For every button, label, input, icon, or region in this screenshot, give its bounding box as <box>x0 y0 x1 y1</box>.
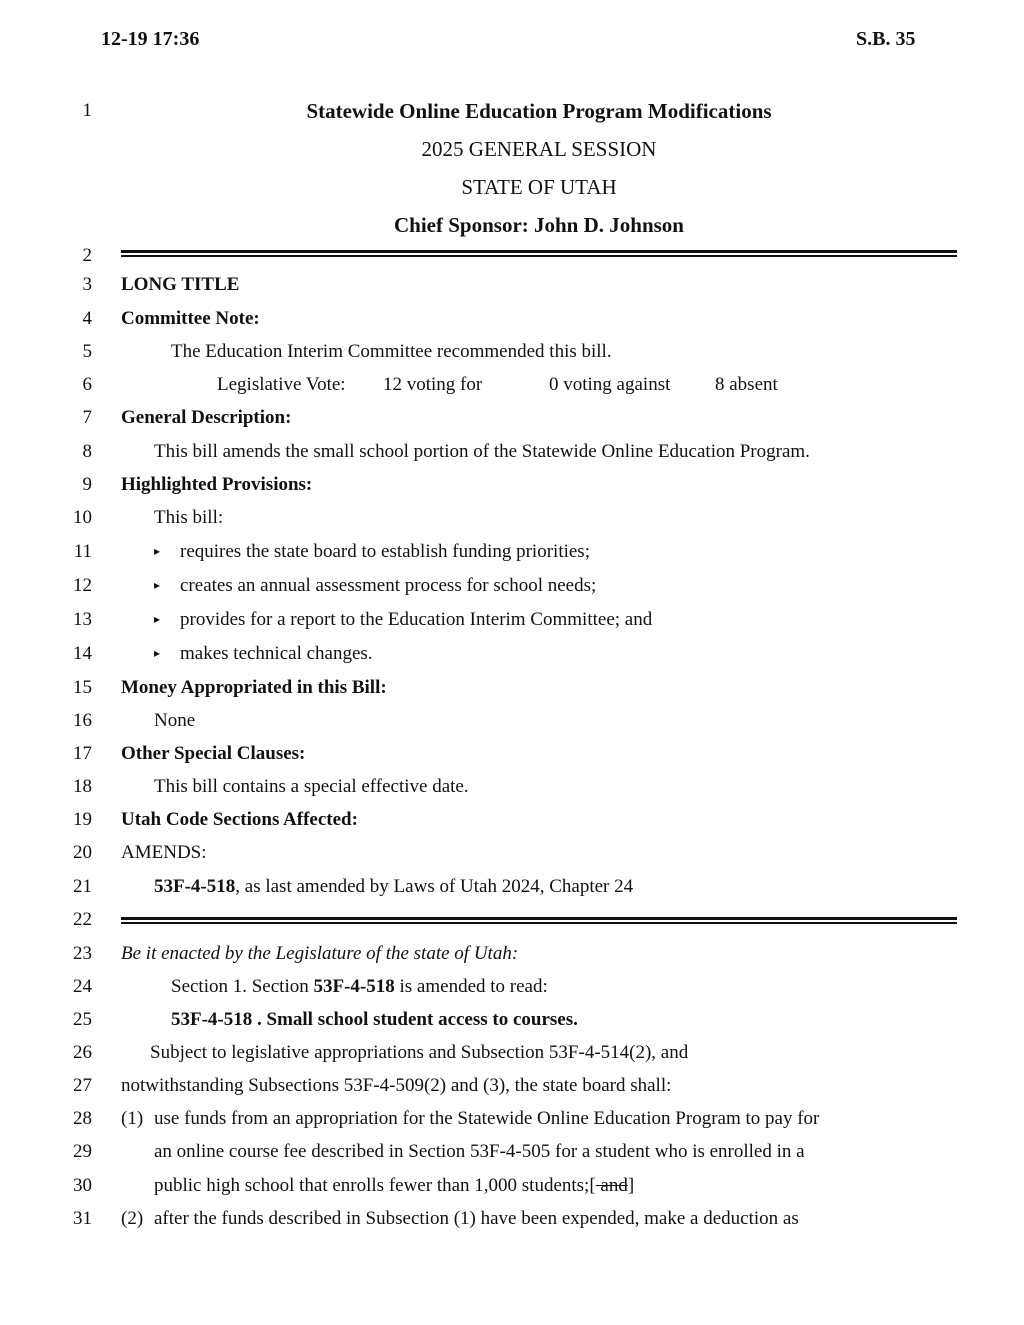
line-number: 21 <box>73 876 92 897</box>
vote-absent: 8 absent <box>715 374 778 395</box>
list-item: ▸ provides for a report to the Education Interim Committee; and <box>154 609 653 630</box>
line-number: 9 <box>82 474 92 495</box>
double-rule-top <box>121 250 957 257</box>
line-number: 30 <box>73 1175 92 1196</box>
line-number: 15 <box>73 677 92 698</box>
line-number: 2 <box>82 245 92 266</box>
special-clauses-text: This bill contains a special effective date. <box>154 776 469 797</box>
body-line-28: use funds from an appropriation for the Statewide Online Education Program to pay for <box>154 1108 820 1129</box>
highlighted-provisions-heading: Highlighted Provisions: <box>121 474 313 495</box>
long-title-heading: LONG TITLE <box>121 274 240 295</box>
bill-number: S.B. 35 <box>856 28 916 50</box>
struck-text: and <box>595 1175 628 1196</box>
list-item: ▸ makes technical changes. <box>154 643 373 664</box>
line-number: 29 <box>73 1141 92 1162</box>
line-number: 24 <box>73 976 92 997</box>
document-timestamp: 12-19 17:36 <box>101 28 200 50</box>
subsection-1-number: (1) <box>121 1108 144 1129</box>
highlighted-intro: This bill: <box>154 507 224 528</box>
money-heading: Money Appropriated in this Bill: <box>121 677 387 698</box>
line-number: 18 <box>73 776 92 797</box>
bullet-icon: ▸ <box>154 544 161 558</box>
line-number: 28 <box>73 1108 92 1129</box>
section-heading: 53F-4-518 . Small school student access to courses. <box>171 1009 578 1030</box>
line-number: 27 <box>73 1075 92 1096</box>
body-line-31: after the funds described in Subsection (1) have been expended, make a deduction as <box>154 1208 799 1229</box>
amended-section: 53F-4-518, as last amended by Laws of Utah 2024, Chapter 24 <box>154 876 634 897</box>
line-number: 5 <box>82 341 92 362</box>
state-label: STATE OF UTAH <box>461 175 617 199</box>
money-text: None <box>154 710 196 731</box>
line-number: 31 <box>73 1208 92 1229</box>
general-description-heading: General Description: <box>121 407 292 428</box>
line-number: 4 <box>82 308 92 329</box>
line-number: 13 <box>73 609 92 630</box>
vote-against: 0 voting against <box>549 374 671 395</box>
line-number: 14 <box>73 643 92 664</box>
vote-for: 12 voting for <box>383 374 483 395</box>
line-number: 25 <box>73 1009 92 1030</box>
line-number: 17 <box>73 743 92 764</box>
line-number: 1 <box>82 100 92 121</box>
amends-label: AMENDS: <box>121 842 207 863</box>
line-number: 6 <box>82 374 92 395</box>
subsection-2-number: (2) <box>121 1208 144 1229</box>
committee-note-heading: Committee Note: <box>121 308 260 329</box>
line-number: 16 <box>73 710 92 731</box>
bullet-icon: ▸ <box>154 612 161 626</box>
enacting-clause: Be it enacted by the Legislature of the state of Utah: <box>121 943 519 964</box>
session-label: 2025 GENERAL SESSION <box>421 137 657 161</box>
general-description-text: This bill amends the small school portion of the Statewide Online Education Program. <box>154 441 810 462</box>
line-number: 12 <box>73 575 92 596</box>
bill-title: Statewide Online Education Program Modifications <box>306 99 772 123</box>
line-number: 22 <box>73 909 92 930</box>
bullet-icon: ▸ <box>154 578 161 592</box>
line-number: 10 <box>73 507 92 528</box>
body-line-29: an online course fee described in Section 53F-4-505 for a student who is enrolled in a <box>154 1141 805 1162</box>
special-clauses-heading: Other Special Clauses: <box>121 743 306 764</box>
line-number: 20 <box>73 842 92 863</box>
committee-note-text: The Education Interim Committee recommended this bill. <box>171 341 612 362</box>
list-item: ▸ creates an annual assessment process for school needs; <box>154 575 597 596</box>
line-number: 11 <box>73 541 92 562</box>
section-intro: Section 1. Section 53F-4-518 is amended to read: <box>171 976 548 997</box>
double-rule-bottom <box>121 917 957 924</box>
body-line-30: public high school that enrolls fewer than 1,000 students;[ and] <box>154 1175 635 1196</box>
code-sections-heading: Utah Code Sections Affected: <box>121 809 358 830</box>
line-number: 8 <box>82 441 92 462</box>
line-number: 3 <box>82 274 92 295</box>
bullet-icon: ▸ <box>154 646 161 660</box>
list-item: ▸ requires the state board to establish funding priorities; <box>154 541 590 562</box>
line-number: 26 <box>73 1042 92 1063</box>
body-line-27: notwithstanding Subsections 53F-4-509(2) and (3), the state board shall: <box>121 1075 672 1096</box>
body-line-26: Subject to legislative appropriations and Subsection 53F-4-514(2), and <box>150 1042 689 1063</box>
vote-label: Legislative Vote: <box>217 374 346 395</box>
line-number: 7 <box>82 407 92 428</box>
line-number: 19 <box>73 809 92 830</box>
chief-sponsor: Chief Sponsor: John D. Johnson <box>393 213 684 237</box>
line-number: 23 <box>73 943 92 964</box>
